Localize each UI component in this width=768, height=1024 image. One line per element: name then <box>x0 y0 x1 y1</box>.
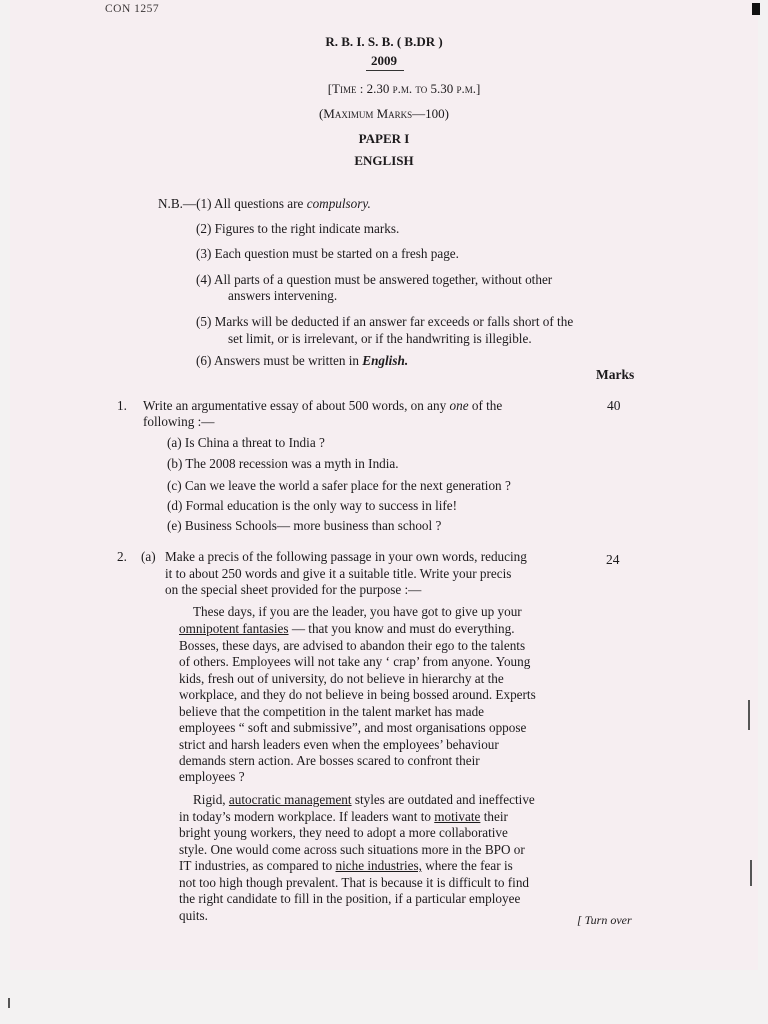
q2-marks: 24 <box>606 552 620 567</box>
exam-year: 2009 <box>371 53 397 68</box>
passage-p2-line-3: bright young workers, they need to adopt a more collaborative <box>179 825 508 840</box>
passage-p2-line-7: the right candidate to fill in the position, if a particular employee <box>179 891 521 906</box>
passage-p2-line-6: not too high though prevalent. That is because it is difficult to find <box>179 875 530 890</box>
instruction-5-cont: set limit, or is irrelevant, or if the handwriting is illegible. <box>228 331 532 346</box>
instruction-2: (2) Figures to the right indicate marks. <box>196 221 400 236</box>
q1-option-e: (e) Business Schools— more business than school ? <box>167 518 442 533</box>
passage-p2-line-8: quits. <box>179 908 208 923</box>
passage-p1-line-1: These days, if you are the leader, you have got to give up your <box>193 604 522 619</box>
q1-marks: 40 <box>607 398 621 413</box>
passage-p1-line-3: Bosses, these days, are advised to abandon their ego to the talents <box>179 638 526 653</box>
marks-column-header: Marks <box>596 367 635 382</box>
q1-option-c: (c) Can we leave the world a safer place for the next generation ? <box>167 478 511 493</box>
q2-prompt-line-2: it to about 250 words and give it a suitable title. Write your precis <box>165 566 512 581</box>
passage-p1-line-10: demands stern action. Are bosses scared to confront their <box>179 753 480 768</box>
passage-p2-line-5: IT industries, as compared to niche industries, where the fear is <box>179 858 513 873</box>
passage-p1-line-8: employees “ soft and submissive”, and most organisations oppose <box>179 720 527 735</box>
q1-option-b: (b) The 2008 recession was a myth in India. <box>167 456 399 471</box>
instruction-4-cont: answers intervening. <box>228 288 338 303</box>
instruction-6: (6) Answers must be written in English. <box>196 353 409 368</box>
paper-subject: ENGLISH <box>354 153 414 168</box>
scan-corner-mark <box>8 998 10 1008</box>
instruction-4: (4) All parts of a question must be answered together, without other <box>196 272 553 287</box>
passage-p1-line-5: kids, fresh out of university, do not believe in hierarchy at the <box>179 671 504 686</box>
passage-p2-line-1: Rigid, autocratic management styles are outdated and ineffective <box>193 792 535 807</box>
passage-p1-line-2: omnipotent fantasies — that you know and must do everything. <box>179 621 515 636</box>
passage-p1-line-6: workplace, and they do not believe in being bossed around. Experts <box>179 687 536 702</box>
passage-p2-line-4: style. One would come across such situations more in the BPO or <box>179 842 525 857</box>
passage-p1-line-4: of others. Employees will not take any ‘ crap’ from anyone. Young <box>179 654 531 669</box>
q1-option-a: (a) Is China a threat to India ? <box>167 435 325 450</box>
passage-p2-line-2: in today’s modern workplace. If leaders want to motivate their <box>179 809 508 824</box>
instruction-3: (3) Each question must be started on a fresh page. <box>196 246 459 261</box>
exam-time: [Time : 2.30 p.m. to 5.30 p.m.] <box>327 81 481 96</box>
paper-code: CON 1257 <box>105 3 160 15</box>
passage-p1-line-9: strict and harsh leaders even when the employees’ behaviour <box>179 737 499 752</box>
q2-part-label: (a) <box>141 549 156 564</box>
turn-over-note: [ Turn over <box>577 913 632 927</box>
board-title: R. B. I. S. B. ( B.DR ) <box>325 34 443 49</box>
instruction-5: (5) Marks will be deducted if an answer far exceeds or falls short of the <box>196 314 574 329</box>
q2-number: 2. <box>117 549 127 564</box>
q1-option-d: (d) Formal education is the only way to success in life! <box>167 498 458 513</box>
scan-margin-mark <box>750 860 752 886</box>
passage-p1-line-7: believe that the competition in the talent market has made <box>179 704 485 719</box>
paper-number: PAPER I <box>358 131 410 146</box>
year-underline <box>366 70 404 71</box>
q1-prompt: Write an argumentative essay of about 500 words, on any one of the <box>143 398 503 413</box>
q2-prompt-line-3: on the special sheet provided for the purpose :— <box>165 582 422 597</box>
q2-prompt-line-1: Make a precis of the following passage in your own words, reducing <box>165 549 527 564</box>
scan-edge-mark <box>752 3 760 15</box>
passage-p1-line-11: employees ? <box>179 769 245 784</box>
instruction-1: N.B.—(1) All questions are compulsory. <box>158 196 371 211</box>
q1-number: 1. <box>117 398 127 413</box>
maximum-marks: (Maximum Marks—100) <box>318 106 450 121</box>
scan-margin-mark <box>748 700 750 730</box>
q1-prompt-cont: following :— <box>143 414 215 429</box>
